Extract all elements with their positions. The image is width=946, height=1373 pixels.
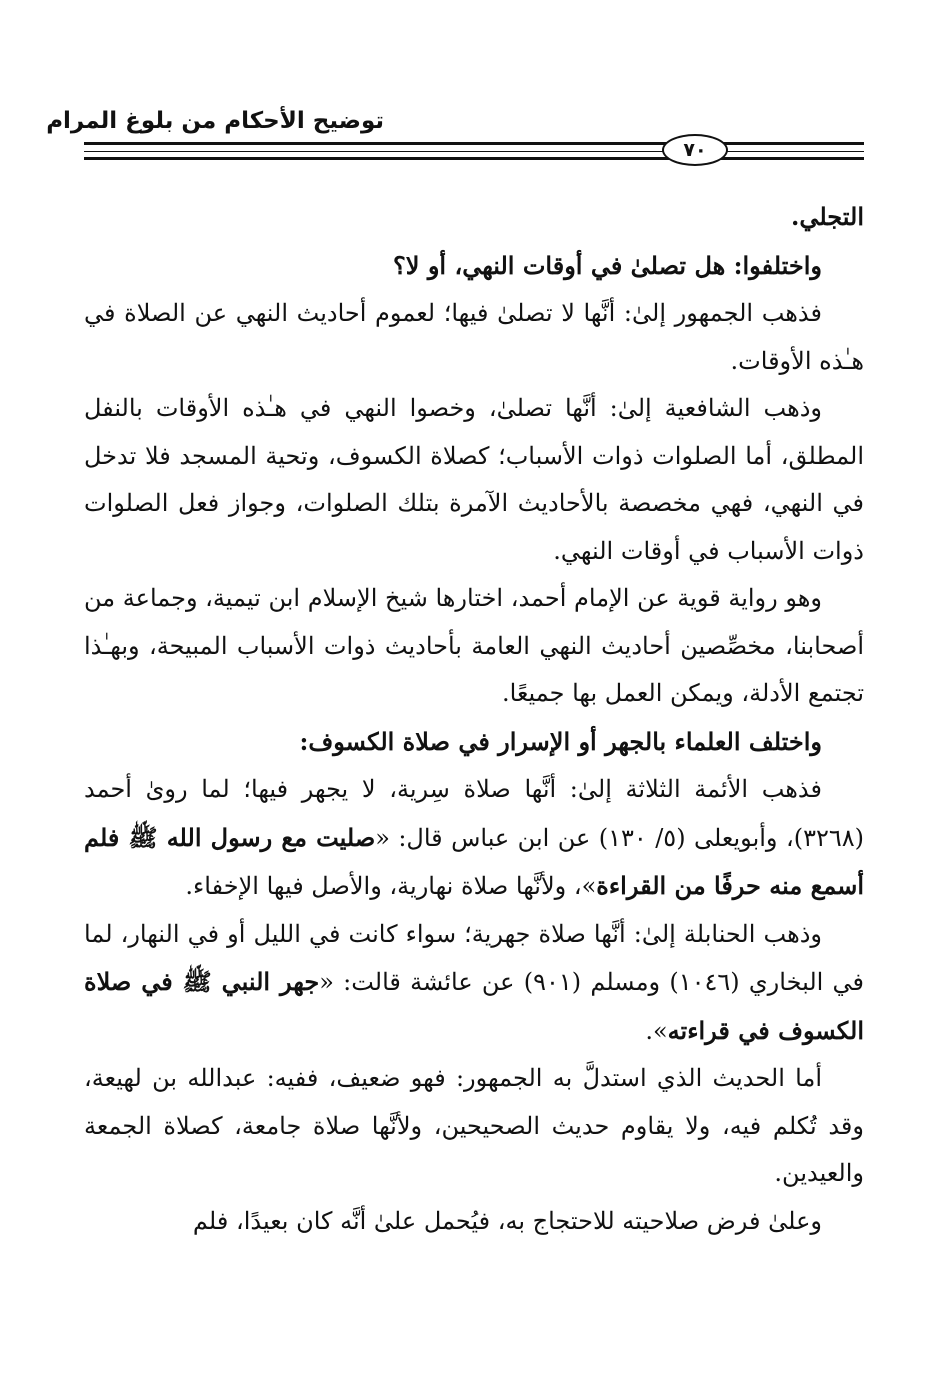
page-body (84, 193, 864, 1245)
text-run: فذهب الجمهور إلىٰ: أنَّها لا تصلىٰ فيها؛ لعموم أحاديث النهي عن الصلاة في هـٰذه الأوقات. (84, 299, 864, 375)
paragraph (84, 290, 864, 385)
header-rule-top (84, 142, 864, 145)
bold-text-run: التجلي. (790, 202, 864, 231)
header-rule-bottom (84, 157, 864, 160)
text-run: ». (645, 1016, 668, 1045)
text-run: فذهب الأئمة الثلاثة إلىٰ: أنَّها صلاة سِرية، لا يجهر فيها؛ لما روىٰ أحمد (٣٢٦٨)، وأبويعلى (٥/ ١٣٠) عن ابن عباس قال: « (84, 775, 864, 852)
paragraph (84, 575, 864, 718)
paragraph (84, 242, 864, 291)
paragraph (84, 1055, 864, 1198)
text-run: »، ولأنَّها صلاة نهارية، والأصل فيها الإخفاء. (185, 872, 597, 900)
page-number: ٧٠ (683, 139, 707, 161)
bold-text-run: واختلف العلماء بالجهر أو الإسرار في صلاة الكسوف: (299, 726, 822, 756)
bold-text-run: واختلفوا: هل تصلىٰ في أوقات النهي، أو لا؟ (393, 250, 822, 280)
page-header (46, 104, 864, 164)
paragraph (84, 193, 864, 242)
header-rule-middle (84, 151, 864, 152)
text-run: وذهب الحنابلة إلىٰ: أنَّها صلاة جهرية؛ سواء كانت في الليل أو في النهار، لما في البخاري (١٠٤٦) ومسلم (٩٠١) عن عائشة قالت: « (84, 919, 864, 996)
text-run: وهو رواية قوية عن الإمام أحمد، اختارها شيخ الإسلام ابن تيمية، وجماعة من أصحابنا، مخصِّصين أحاديث النهي العامة بأحاديث ذوات الأسباب المبيحة، وبهـٰذا تجتمع الأدلة، ويمكن العمل بها جميعًا. (84, 584, 864, 707)
page-number-badge (662, 134, 728, 166)
text-run: وعلىٰ فرض صلاحيته للاحتجاج به، فيُحمل علىٰ أنَّه كان بعيدًا، فلم (192, 1206, 822, 1235)
bold-text-run: صليت مع رسول الله ﷺ فلم أسمع منه حرفًا من القراءة (84, 822, 864, 900)
text-run: وذهب الشافعية إلىٰ: أنَّها تصلىٰ، وخصوا النهي في هـٰذه الأوقات بالنفل المطلق، أما الصلوات ذوات الأسباب؛ كصلاة الكسوف، وتحية المسجد فلا تدخل في النهي، فهي مخصصة بالأحاديث الآمرة بتلك الصلوات، وجواز فعل الصلوات ذوات الأسباب في أوقات النهي. (84, 394, 864, 565)
paragraph (84, 718, 864, 767)
bold-text-run: جهر النبي ﷺ في صلاة الكسوف في قراءته (84, 967, 864, 1045)
text-run: أما الحديث الذي استدلَّ به الجمهور: فهو ضعيف، ففيه: عبدالله بن لهيعة، وقد تُكلم فيه، ولا يقاوم حديث الصحيحين، ولأنَّها صلاة جامعة، كصلاة الجمعة والعيدين. (84, 1064, 864, 1187)
book-title: توضيح الأحكام من بلوغ المرام (46, 108, 384, 134)
paragraph (84, 385, 864, 575)
paragraph (84, 1198, 864, 1246)
paragraph (84, 766, 864, 911)
paragraph (84, 911, 864, 1056)
